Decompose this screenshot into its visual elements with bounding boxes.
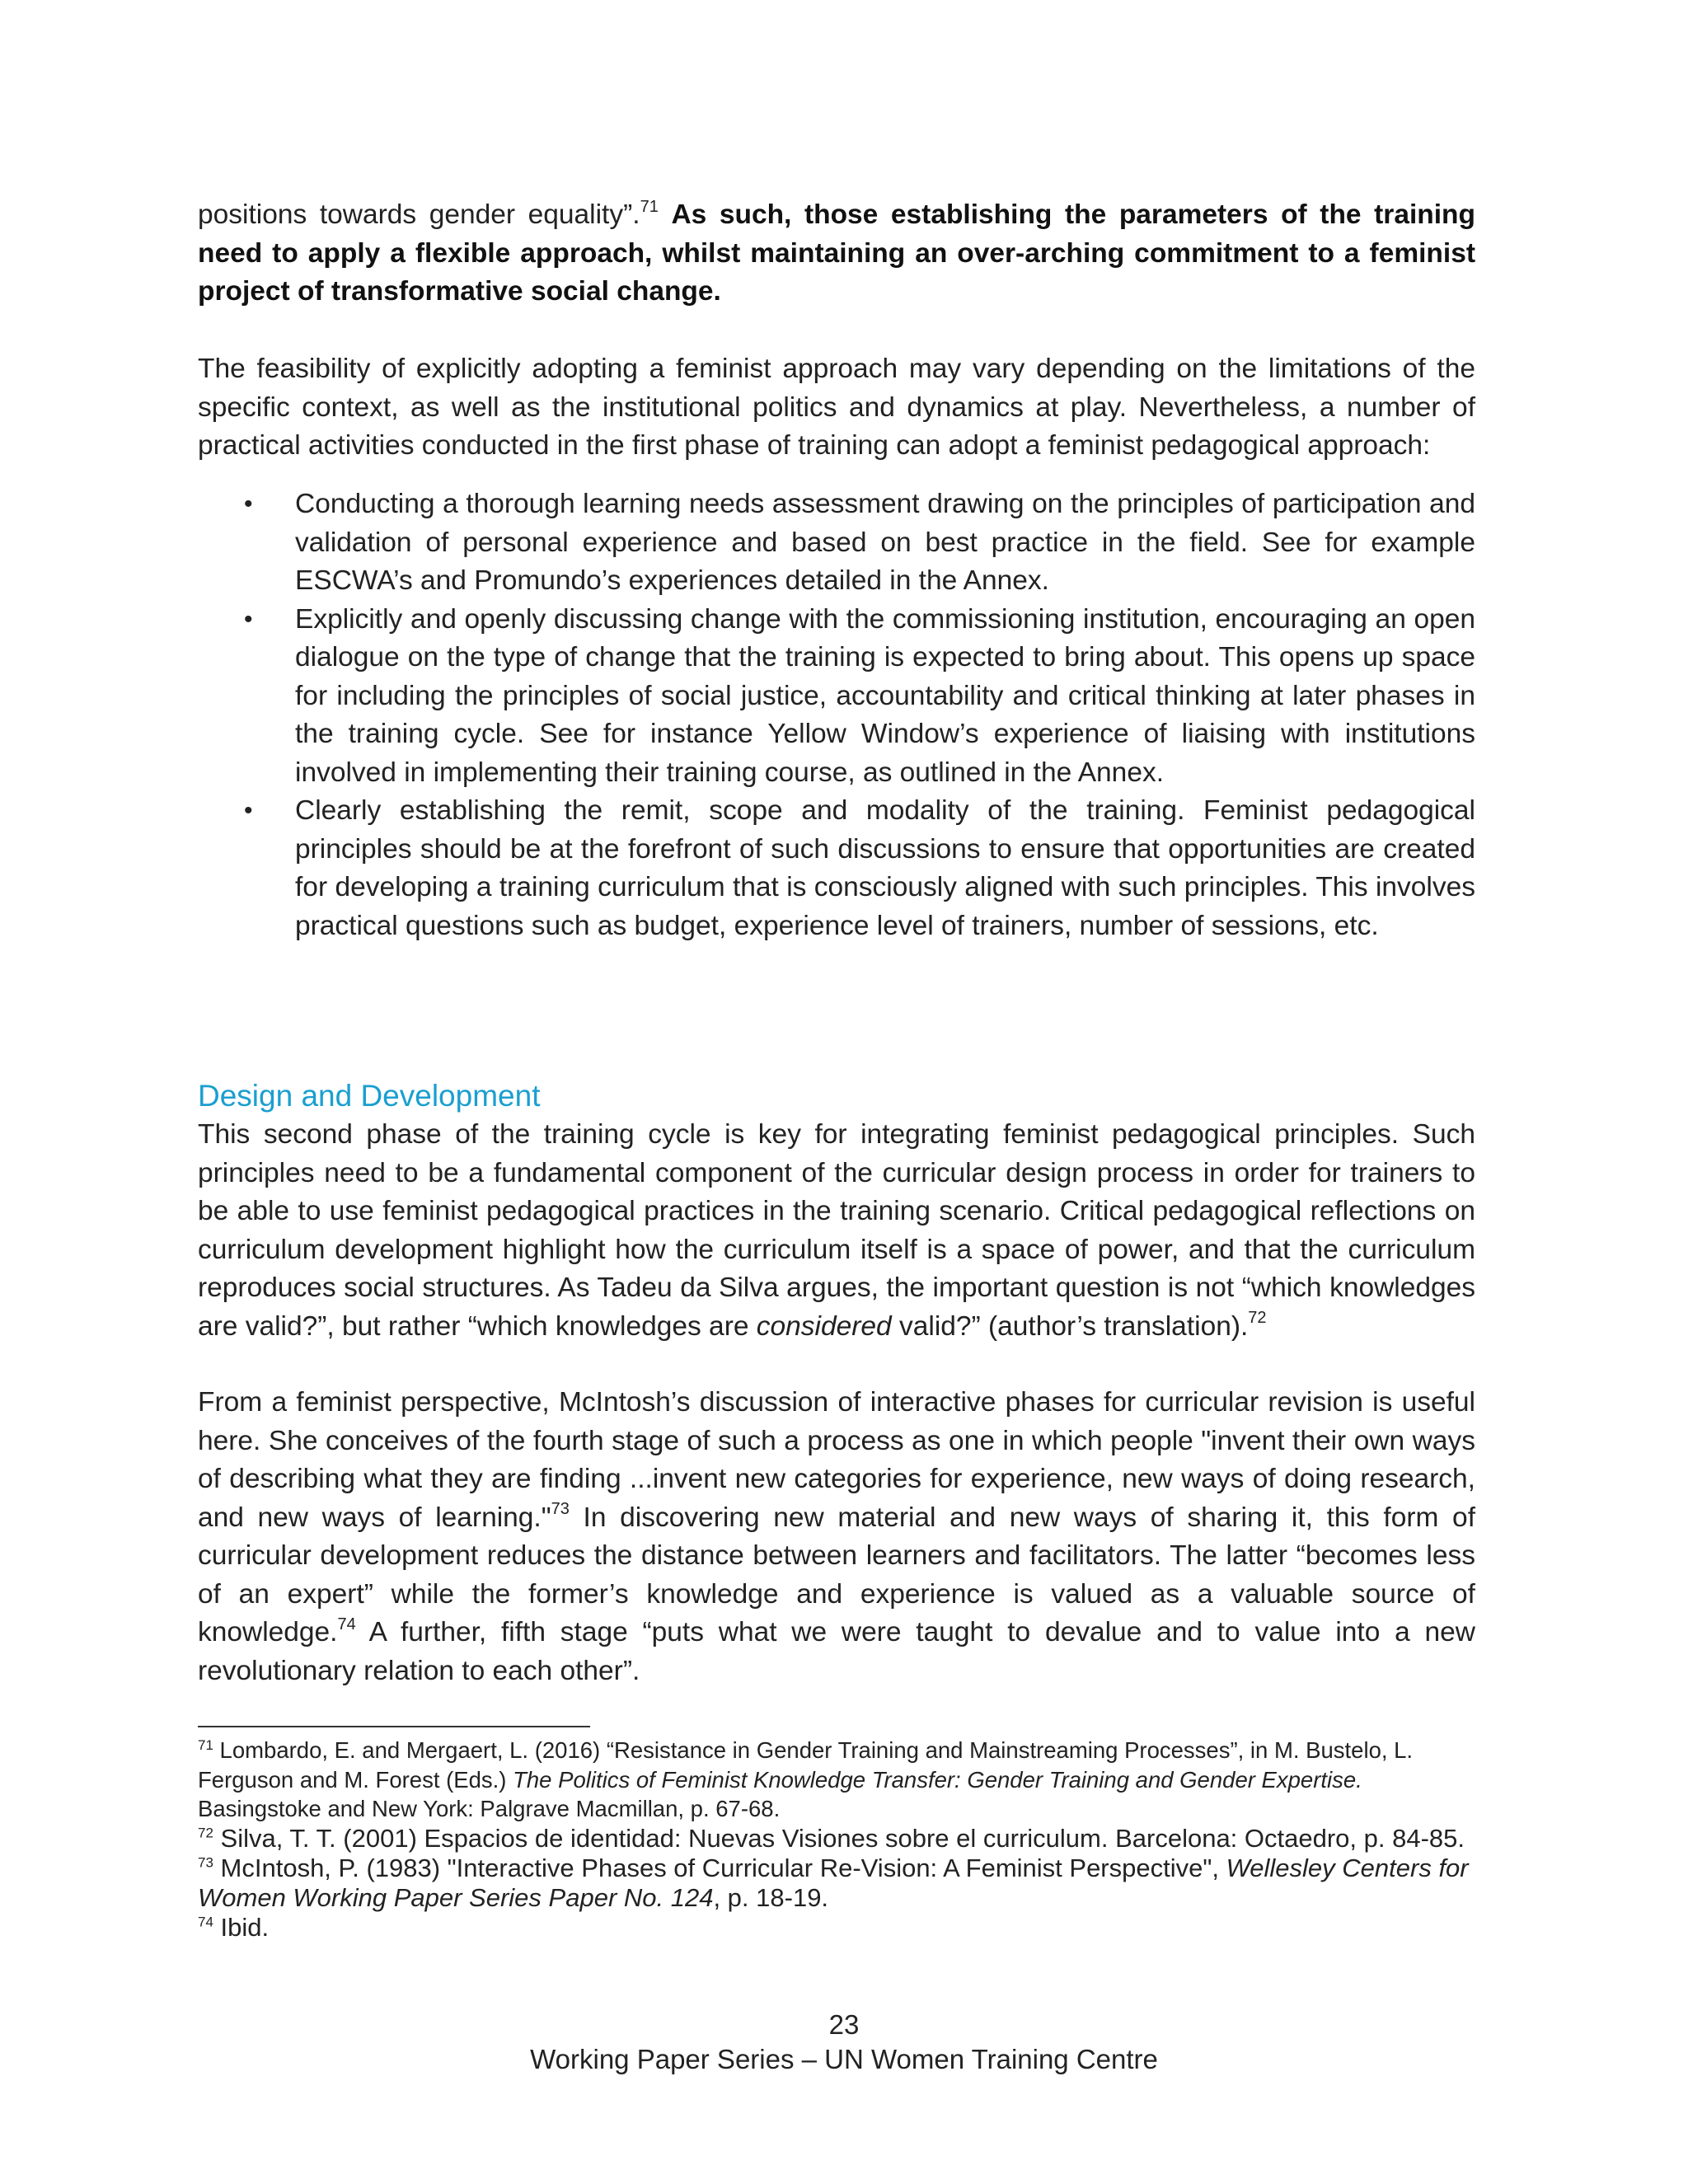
paragraph-design-phase: This second phase of the training cycle is key for integrating feminist pedagogical principles. Such principles need to be a fundamental component of the curricular design process in order for trainers to be able to use feminist pedagogical practices in the training scenario. Critical pedagogical reflections on curriculum development highlight how the curriculum itself is a space of power, and that the curriculum reproduces social structures. As Tadeu da Silva argues, the important question is not “which knowledges are valid?”, but rather “which knowledges are considered valid?” (author’s translation).$^{72}$: [198, 1119, 1475, 1342]
list-item: [198, 601, 1475, 793]
list-item: [198, 792, 1475, 945]
page-number: 23: [828, 2009, 860, 2040]
bullet-text: Conducting a thorough learning needs assessment drawing on the principles of participation and validation of personal experience and based on best practice in the field. See for example ESCWA’s and Promundo’s experiences detailed in the Annex.: [295, 489, 1475, 596]
footer-series-title: Working Paper Series – UN Women Training Centre: [530, 2044, 1158, 2074]
footnote-74: $^{74}$ Ibid.: [198, 1912, 270, 1942]
section-heading: Design and Development: [198, 1079, 541, 1113]
bullet-icon: •: [244, 605, 253, 633]
intro-text: positions towards gender equality”.: [198, 199, 640, 230]
feasibility-text: The feasibility of explicitly adopting a feminist approach may vary depending on the limitations of the specific context, as well as the institutional politics and dynamics at play. Nevertheless, a number of practical activities conducted in the first phase of training can adopt a feminist pedagogical approach:: [198, 354, 1475, 461]
bullet-text: Clearly establishing the remit, scope and modality of the training. Feminist pedagogical principles should be at the forefront of such discussions to ensure that opportunities are created for developing a training curriculum that is consciously aligned with such principles. This involves practical questions such as budget, experience level of trainers, number of sessions, etc.: [295, 795, 1475, 941]
bullet-icon: •: [244, 797, 253, 824]
footnote-71: $^{71}$ Lombardo, E. and Mergaert, L. (2016) “Resistance in Gender Training and Mainstreaming Processes”, in M. Bustelo, L. Ferguson and M. Forest (Eds.) The Politics of Feminist Knowledge Transfer: Gender Training and Gender Expertise. Basingstoke and New York: Palgrave Macmillan, p. 67-68.: [198, 1736, 1414, 1821]
footnote-ref-73: 73: [551, 1500, 570, 1519]
emphasis-considered: considered: [756, 1310, 892, 1342]
footnote-ref-74: 74: [337, 1615, 356, 1633]
intro-bold-statement: As such, those establishing the parameters of the training need to apply a flexible approach, whilst maintaining an over-arching commitment to a feminist project of transformative social change.: [198, 199, 1475, 307]
footnote-73: $^{73}$ McIntosh, P. (1983) "Interactive Phases of Curricular Re-Vision: A Feminist Perspective", Wellesley Centers for Women Working Paper Series Paper No. 124, p. 18-19.: [198, 1853, 1469, 1912]
footnote-ref-72: 72: [1248, 1309, 1267, 1328]
section-design-development: [198, 1076, 1475, 1346]
footnote-72: $^{72}$ Silva, T. T. (2001) Espacios de identidad: Nuevas Visiones sobre el curriculum. Barcelona: Octaedro, p. 84-85.: [198, 1823, 1465, 1853]
paragraph-mcintosh: From a feminist perspective, McIntosh’s discussion of interactive phases for curricular revision is useful here. She conceives of the fourth stage of such a process as one in which people "invent their own ways of describing what they are finding ...invent new categories for experience, new ways of doing research, and new ways of learning."$^{73}$ In discovering new material and new ways of sharing it, this form of curricular development reduces the distance between learners and facilitators. The latter “becomes less of an expert” while the former’s knowledge and experience is valued as a valuable source of knowledge.$^{74}$ A further, fifth stage “puts what we were taught to devalue and to value into a new revolutionary relation to each other”.: [198, 1387, 1476, 1686]
footnote-ref-71: 71: [640, 197, 659, 216]
list-item: [198, 485, 1475, 601]
footnote-divider: [198, 1726, 590, 1727]
paragraph-intro-continuation: [198, 196, 1475, 312]
footnotes: [198, 1736, 1479, 1943]
bullet-text: Explicitly and openly discussing change with the commissioning institution, encouraging an open dialogue on the type of change that the training is expected to bring about. This opens up space for including the principles of social justice, accountability and critical thinking at later phases in the training cycle. See for instance Yellow Window’s experience of liaising with institutions involved in implementing their training course, as outlined in the Annex.: [295, 603, 1475, 788]
paragraph-feasibility: [198, 350, 1475, 466]
bullet-icon: •: [244, 490, 253, 518]
bullet-list: [198, 485, 1475, 945]
